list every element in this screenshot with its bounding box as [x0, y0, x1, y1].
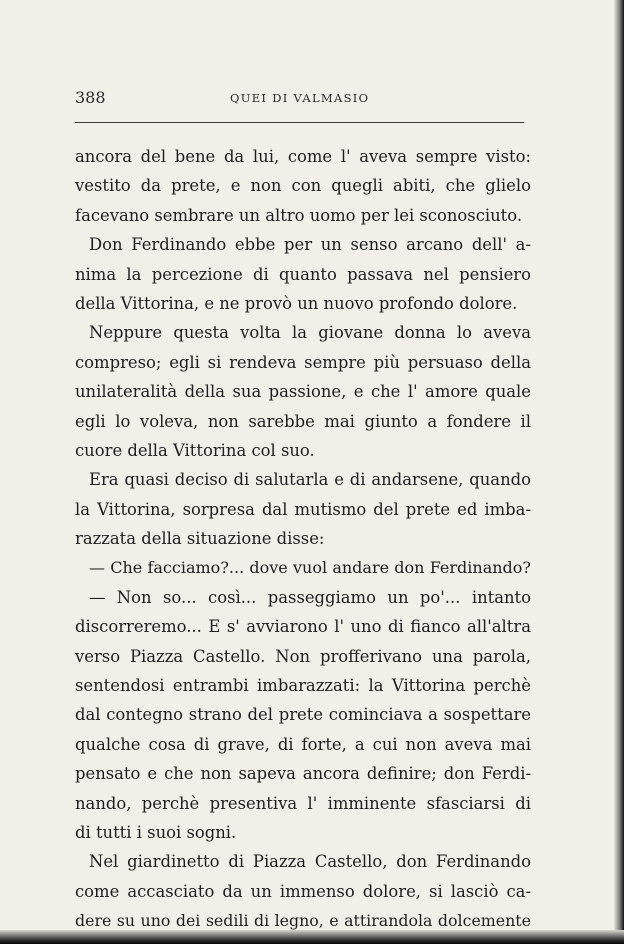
page-number: 388 — [75, 88, 106, 107]
text-line: egli lo voleva, non sarebbe mai giunto a fondere il — [75, 411, 531, 431]
text-line: unilateralità della sua passione, e che l' amore quale — [75, 382, 531, 402]
text-line: verso Piazza Castello. Non profferivano una parola, — [75, 646, 531, 666]
text-line: sentendosi entrambi imbarazzati: la Vittorina perchè — [75, 676, 531, 696]
text-line: la Vittorina, sorpresa dal mutismo del prete ed imba- — [75, 499, 531, 519]
body-text — [75, 142, 531, 936]
text-line: nima la percezione di quanto passava nel pensiero — [75, 264, 531, 284]
text-line: cuore della Vittorina col suo. — [75, 440, 315, 460]
text-line: di tutti i suoi sogni. — [75, 822, 237, 842]
text-line: facevano sembrare un altro uomo per lei sconosciuto. — [75, 205, 523, 225]
page-header — [75, 88, 525, 108]
text-line: Don Ferdinando ebbe per un senso arcano dell' a- — [89, 235, 531, 255]
text-line: ancora del bene da lui, come l' aveva sempre visto: — [75, 147, 531, 166]
text-line: Era quasi deciso di salutarla e di andarsene, quando — [89, 470, 531, 490]
text-line: della Vittorina, e ne provò un nuovo profondo dolore. — [75, 293, 518, 313]
text-line: — Che facciamo?... dove vuol andare don Ferdinando? — [89, 558, 531, 578]
header-rule — [75, 122, 524, 123]
running-title: QUEI DI VALMASIO — [230, 91, 370, 105]
text-line: come accasciato da un immenso dolore, si lasciò ca- — [75, 881, 531, 901]
text-line: dere su uno dei sedili di legno, e attirandola dolcemente — [75, 911, 531, 931]
page-bottom-shadow — [0, 930, 624, 944]
text-line: razzata della situazione disse: — [75, 529, 325, 549]
text-line: dal contegno strano del prete cominciava a sospettare — [75, 705, 531, 725]
text-line: Nel giardinetto di Piazza Castello, don Ferdinando — [89, 852, 531, 872]
text-line: compreso; egli si rendeva sempre più persuaso della — [75, 352, 531, 372]
text-line: nando, perchè presentiva l' imminente sfasciarsi di — [75, 793, 531, 813]
text-line: qualche cosa di grave, di forte, a cui non aveva mai — [75, 734, 531, 754]
text-line: pensato e che non sapeva ancora definire; don Ferdi- — [75, 764, 531, 784]
text-line: discorreremo... E s' avviarono l' uno di fianco all'altra — [75, 617, 531, 637]
text-line: — Non so... così... passeggiamo un po'... intanto — [89, 587, 531, 607]
page-edge-shadow — [614, 0, 624, 944]
text-line: vestito da prete, e non con quegli abiti, che glielo — [75, 176, 531, 196]
text-line: Neppure questa volta la giovane donna lo aveva — [89, 323, 531, 343]
